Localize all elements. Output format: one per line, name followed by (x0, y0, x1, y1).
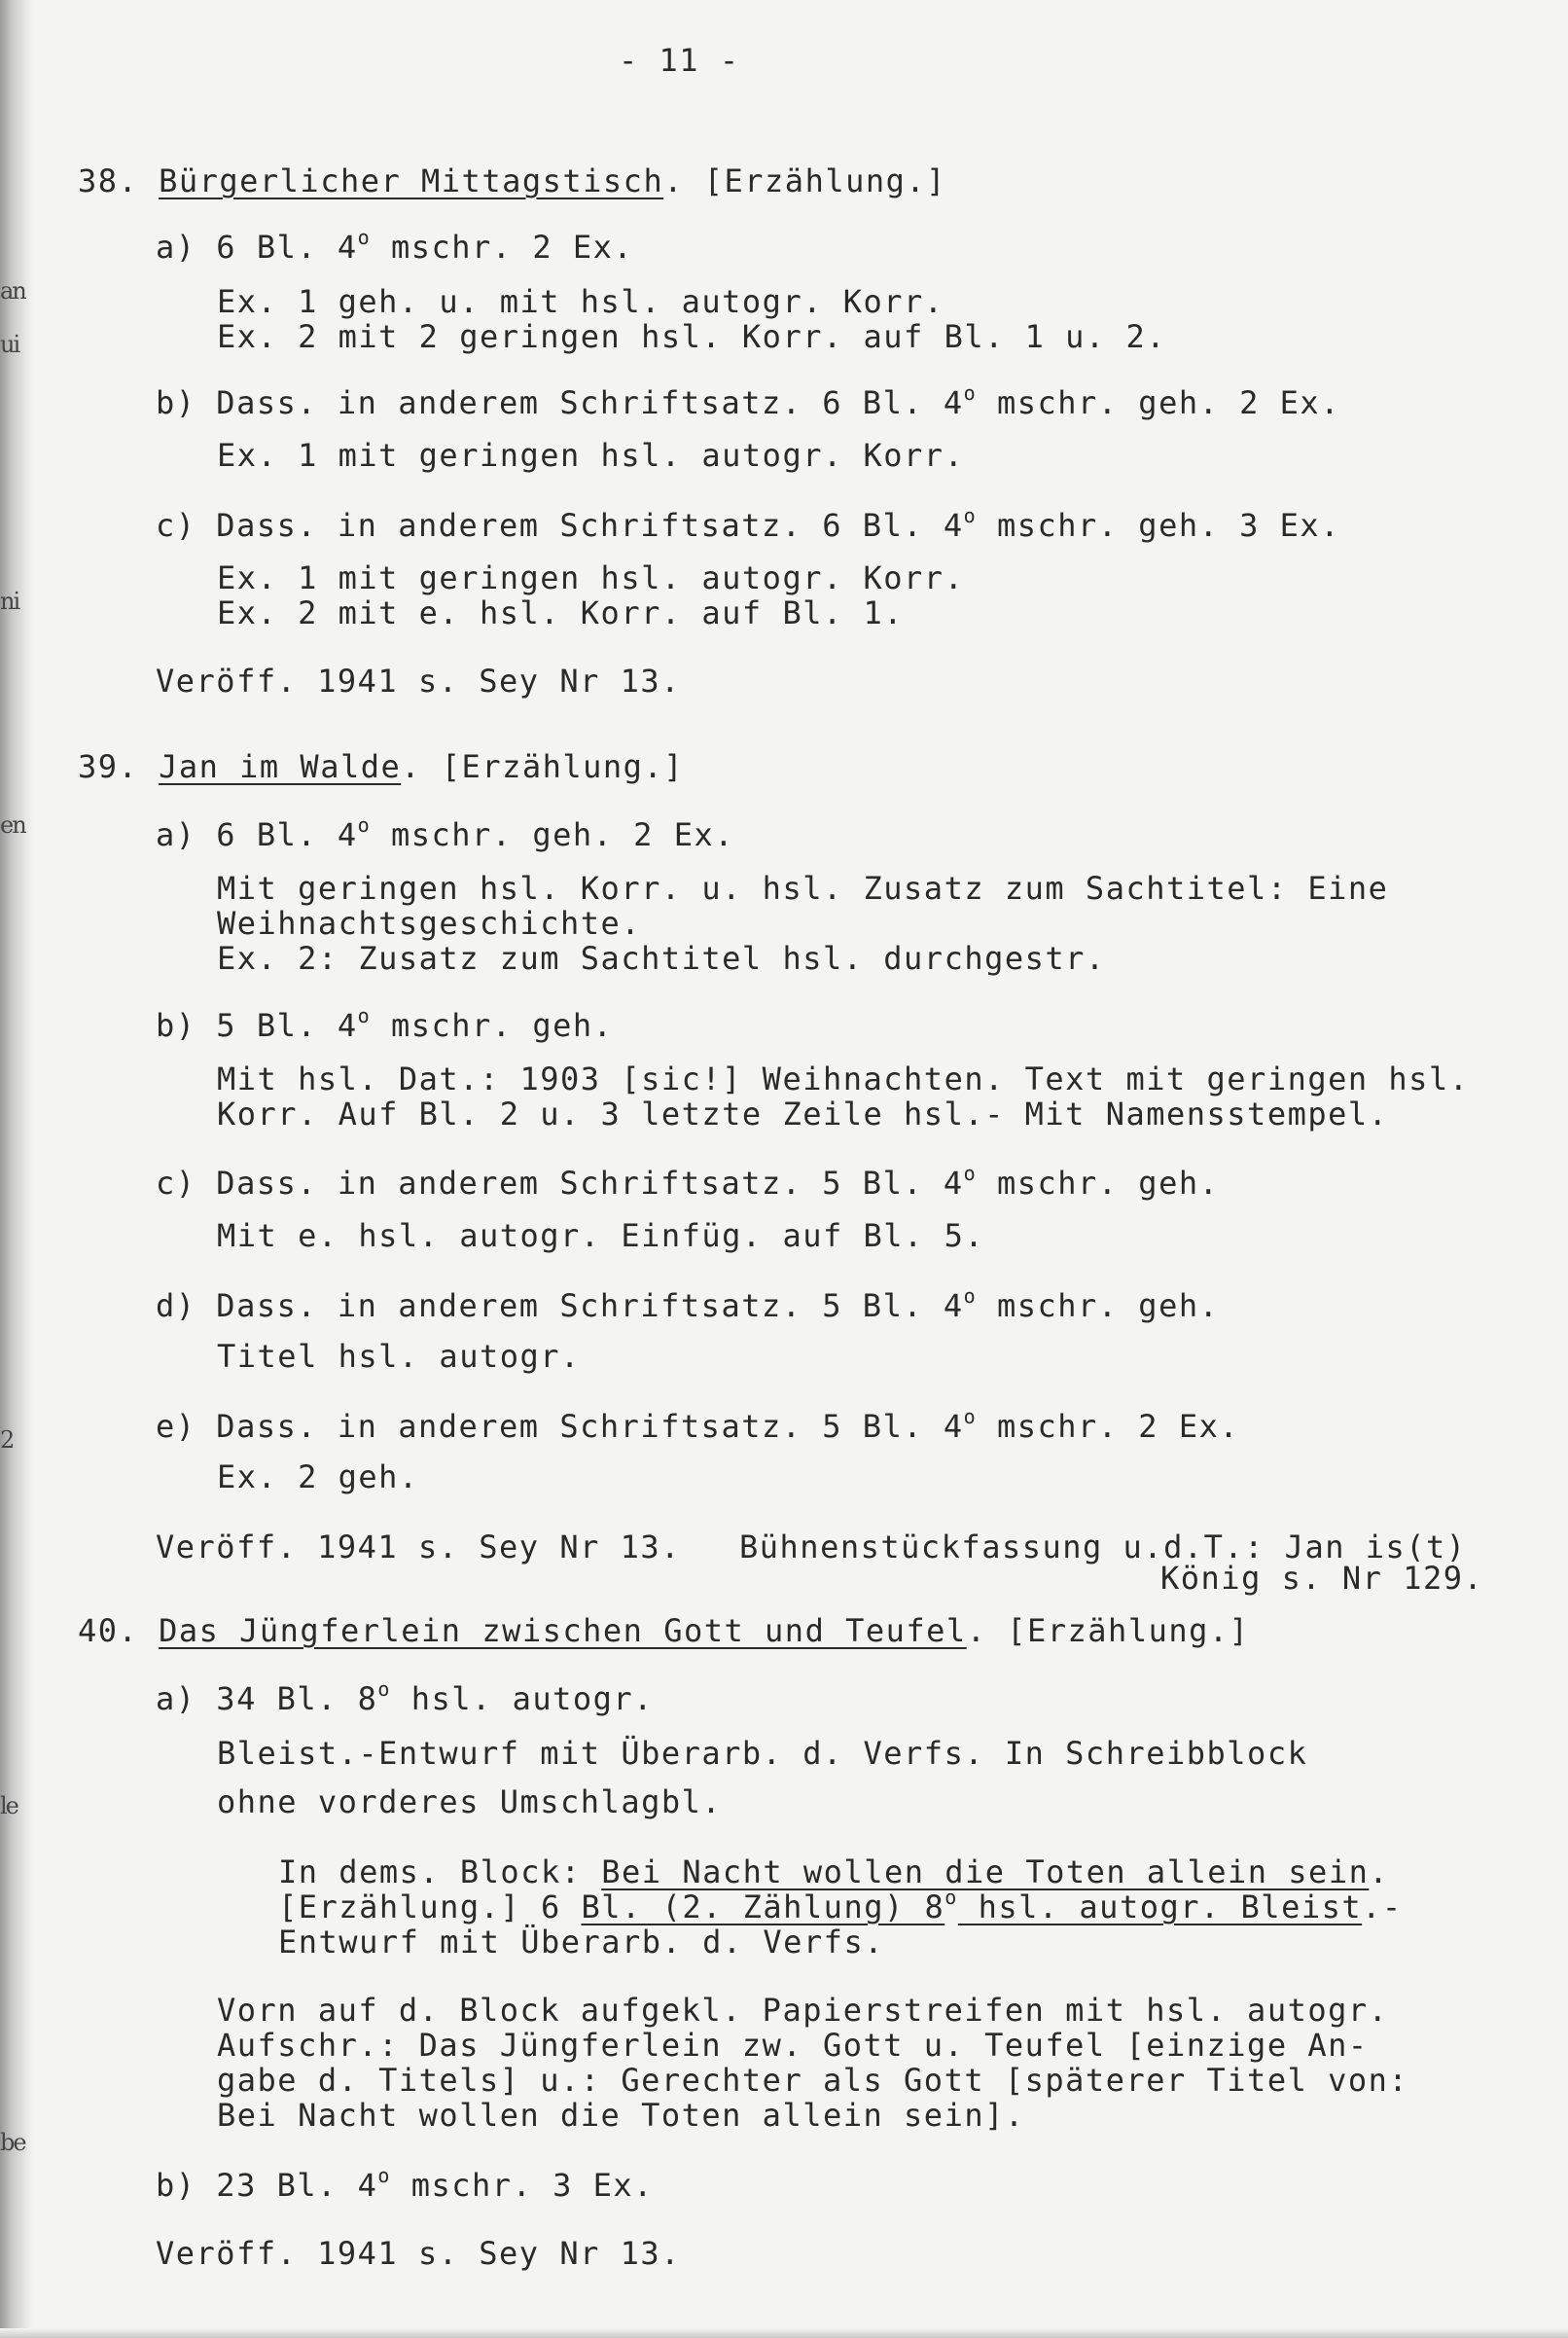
item-note: Titel hsl. autogr. (217, 1338, 581, 1375)
item-desc: 5 Bl. 4 (216, 1007, 358, 1044)
format-degree: o (963, 1284, 978, 1308)
item-label: b) (156, 2167, 196, 2204)
inner-title: Bei Nacht wollen die Toten allein sein (601, 1853, 1370, 1890)
inner-desc-end: .- (1362, 1888, 1403, 1925)
item-label: b) (156, 1007, 196, 1044)
publication-extra: Bühnenstückfassung u.d.T.: Jan is(t) (739, 1529, 1467, 1565)
item-desc-cont: mschr. geh. 2 Ex. (371, 816, 734, 853)
format-degree: o (944, 1886, 958, 1909)
page-number: - 11 - (619, 42, 740, 79)
item-note: Ex. 2: Zusatz zum Sachtitel hsl. durchgestr. (217, 940, 1106, 977)
item-label: c) (156, 507, 196, 544)
inner-dot: . (1369, 1853, 1390, 1890)
entry-title: Das Jüngferlein zwischen Gott und Teufel (159, 1612, 967, 1649)
format-degree: o (377, 2164, 391, 2187)
item-desc-cont: mschr. geh. (977, 1287, 1220, 1324)
inner-desc-cont: hsl. autogr. Bleist (957, 1888, 1363, 1925)
item-label: d) (156, 1287, 196, 1324)
item-label: a) (156, 229, 196, 266)
item-note: Korr. Auf Bl. 2 u. 3 letzte Zeile hsl.- Mit Namensstempel. (217, 1096, 1389, 1133)
entry-genre: . [Erzählung.] (966, 1612, 1250, 1649)
item-note: Ex. 1 mit geringen hsl. autogr. Korr. (217, 559, 965, 596)
format-degree: o (963, 504, 978, 527)
inner-genre: [Erzählung.] 6 (278, 1888, 582, 1925)
margin-fragment: 2 (0, 1426, 14, 1454)
format-degree: o (963, 1405, 978, 1428)
entry-40-heading (78, 1613, 1249, 1648)
item-note: gabe d. Titels] u.: Gerechter als Gott [späterer Titel von: (217, 2062, 1409, 2099)
item-desc-cont: mschr. geh. (371, 1007, 614, 1044)
item-note: Bei Nacht wollen die Toten allein sein]. (217, 2097, 1025, 2134)
item-note: ohne vorderes Umschlagbl. (217, 1783, 723, 1820)
item-label: c) (156, 1165, 196, 1202)
item-desc-cont: mschr. 3 Ex. (390, 2167, 654, 2204)
margin-fragment: en (0, 811, 25, 839)
margin-fragment: ui (0, 331, 19, 358)
publication-note: Veröff. 1941 s. Sey Nr 13. (156, 2235, 681, 2272)
entry-title: Jan im Walde (159, 748, 402, 785)
item-note: Mit geringen hsl. Korr. u. hsl. Zusatz zum Sachtitel: Eine (217, 870, 1389, 907)
margin-fragment: le (0, 1792, 18, 1819)
entry-40-item-b (156, 2164, 654, 2204)
item-desc-cont: mschr. geh. 3 Ex. (977, 507, 1340, 544)
item-desc-cont: hsl. autogr. (390, 1680, 654, 1717)
item-note: Ex. 2 geh. (217, 1458, 419, 1495)
entry-38-heading (78, 163, 946, 198)
item-note: Ex. 2 mit e. hsl. Korr. auf Bl. 1. (217, 594, 905, 631)
entry-genre: . [Erzählung.] (663, 162, 946, 199)
item-note: Bleist.-Entwurf mit Überarb. d. Verfs. In Schreibblock (217, 1735, 1308, 1772)
item-note: Aufschr.: Das Jüngferlein zw. Gott u. Teufel [einzige An- (217, 2027, 1369, 2064)
entry-number: 38. (78, 162, 139, 199)
inner-block-line: Entwurf mit Überarb. d. Verfs. (278, 1924, 884, 1960)
item-note: Ex. 2 mit 2 geringen hsl. Korr. auf Bl. 1 u. 2. (217, 318, 1166, 355)
entry-38-item-b (156, 381, 1340, 421)
entry-38-item-c (156, 504, 1340, 544)
item-desc: 23 Bl. 4 (216, 2167, 378, 2204)
item-desc-cont: mschr. geh. 2 Ex. (977, 384, 1340, 421)
publication-note: Veröff. 1941 s. Sey Nr 13. (156, 1529, 681, 1565)
item-note: Ex. 1 mit geringen hsl. autogr. Korr. (217, 437, 965, 474)
item-desc: 34 Bl. 8 (216, 1680, 378, 1717)
inner-block-line (278, 1886, 1403, 1925)
item-note: Vorn auf d. Block aufgekl. Papierstreifen mit hsl. autogr. (217, 1992, 1389, 2029)
entry-39-heading (78, 749, 684, 784)
item-label: a) (156, 1680, 196, 1717)
item-label: a) (156, 816, 196, 853)
item-desc: 6 Bl. 4 (216, 816, 358, 853)
entry-39-item-a (156, 813, 734, 853)
publication-note: Veröff. 1941 s. Sey Nr 13. (156, 663, 681, 700)
item-note: Mit hsl. Dat.: 1903 [sic!] Weihnachten. Text mit geringen hsl. (217, 1061, 1470, 1097)
inner-intro: In dems. Block: (278, 1853, 602, 1890)
format-degree: o (357, 1004, 372, 1027)
item-label: e) (156, 1408, 196, 1445)
format-degree: o (963, 381, 978, 405)
entry-39-item-c (156, 1162, 1220, 1202)
item-desc: Dass. in anderem Schriftsatz. 6 Bl. 4 (216, 384, 964, 421)
margin-fragment: ni (0, 588, 19, 615)
margin-fragment: be (0, 2129, 25, 2156)
format-degree: o (377, 1677, 391, 1701)
format-degree: o (357, 226, 372, 249)
entry-38-item-a (156, 226, 634, 266)
entry-39-item-b (156, 1004, 614, 1044)
format-degree: o (963, 1162, 978, 1185)
item-desc-cont: mschr. 2 Ex. (371, 229, 634, 266)
entry-39-item-d (156, 1284, 1220, 1324)
item-desc: Dass. in anderem Schriftsatz. 5 Bl. 4 (216, 1408, 964, 1445)
entry-number: 40. (78, 1612, 139, 1649)
margin-fragment: an (0, 277, 25, 305)
inner-desc: Bl. (2. Zählung) 8 (581, 1888, 945, 1925)
item-desc-cont: mschr. 2 Ex. (977, 1408, 1240, 1445)
item-desc-cont: mschr. geh. (977, 1165, 1220, 1202)
format-degree: o (357, 813, 372, 837)
item-note: Mit e. hsl. autogr. Einfüg. auf Bl. 5. (217, 1217, 985, 1254)
item-desc: 6 Bl. 4 (216, 229, 358, 266)
item-label: b) (156, 384, 196, 421)
entry-39-item-e (156, 1405, 1240, 1445)
item-desc: Dass. in anderem Schriftsatz. 6 Bl. 4 (216, 507, 964, 544)
item-desc: Dass. in anderem Schriftsatz. 5 Bl. 4 (216, 1165, 964, 1202)
entry-title: Bürgerlicher Mittagstisch (159, 162, 664, 199)
entry-number: 39. (78, 748, 139, 785)
entry-40-item-a (156, 1677, 654, 1717)
item-note: Weihnachtsgeschichte. (217, 905, 642, 942)
publication-extra: König s. Nr 129. (1160, 1560, 1484, 1597)
entry-genre: . [Erzählung.] (401, 748, 684, 785)
inner-block-line (278, 1854, 1389, 1889)
item-desc: Dass. in anderem Schriftsatz. 5 Bl. 4 (216, 1287, 964, 1324)
item-note: Ex. 1 geh. u. mit hsl. autogr. Korr. (217, 283, 944, 320)
